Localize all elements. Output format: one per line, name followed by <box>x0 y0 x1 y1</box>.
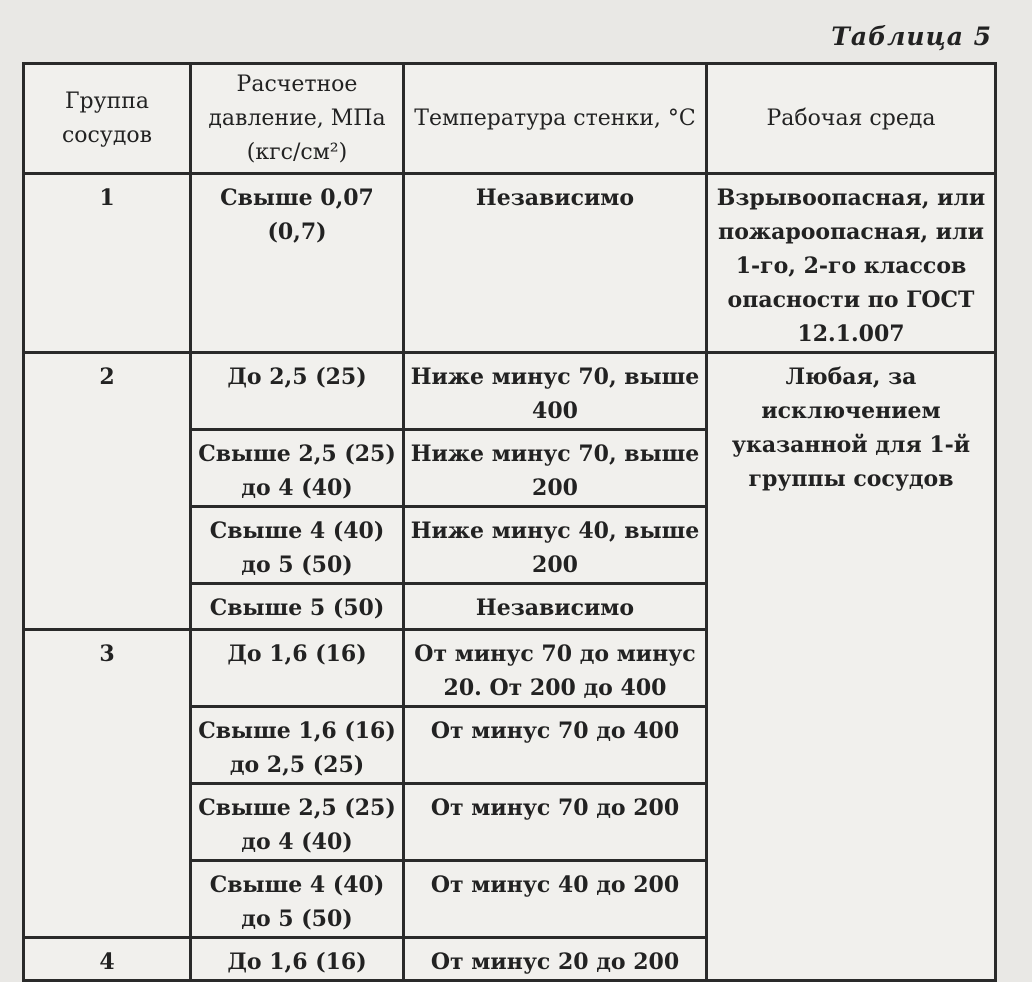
group-number: 3 <box>24 630 191 938</box>
temperature-cell: Ниже минус 40, выше 200 <box>404 507 707 584</box>
medium-cell: Взрывоопасная, или пожароопасная, или 1-го, 2-го классов опасности по ГОСТ 12.1.007 <box>707 174 996 353</box>
temperature-cell: Независимо <box>404 174 707 353</box>
pressure-cell: Свыше 2,5 (25) до 4 (40) <box>191 430 404 507</box>
table-row <box>24 353 996 430</box>
table-row <box>24 174 996 353</box>
temperature-cell: От минус 40 до 200 <box>404 861 707 938</box>
temperature-cell: Ниже минус 70, выше 400 <box>404 353 707 430</box>
header-temperature: Температура стенки, °С <box>404 64 707 174</box>
temperature-cell: От минус 20 до 200 <box>404 938 707 981</box>
group-number: 1 <box>24 174 191 353</box>
pressure-cell: Свыше 5 (50) <box>191 584 404 630</box>
header-pressure: Расчетное давление, МПа (кгс/см²) <box>191 64 404 174</box>
header-group: Группа сосудов <box>24 64 191 174</box>
temperature-cell: От минус 70 до минус 20. От 200 до 400 <box>404 630 707 707</box>
pressure-cell: Свыше 0,07 (0,7) <box>191 174 404 353</box>
vessel-groups-table <box>22 62 997 982</box>
header-medium: Рабочая среда <box>707 64 996 174</box>
group-number: 4 <box>24 938 191 981</box>
pressure-cell: Свыше 4 (40) до 5 (50) <box>191 507 404 584</box>
pressure-cell: До 1,6 (16) <box>191 630 404 707</box>
header-row <box>24 64 996 174</box>
pressure-cell: Свыше 4 (40) до 5 (50) <box>191 861 404 938</box>
temperature-cell: От минус 70 до 400 <box>404 707 707 784</box>
pressure-cell: Свыше 2,5 (25) до 4 (40) <box>191 784 404 861</box>
group-number: 2 <box>24 353 191 630</box>
shared-medium-cell: Любая, за исключением указанной для 1-й группы сосудов <box>707 353 996 981</box>
pressure-cell: До 2,5 (25) <box>191 353 404 430</box>
temperature-cell: Независимо <box>404 584 707 630</box>
pressure-cell: До 1,6 (16) <box>191 938 404 981</box>
table-caption: Таблица 5 <box>831 22 992 51</box>
pressure-cell: Свыше 1,6 (16) до 2,5 (25) <box>191 707 404 784</box>
temperature-cell: Ниже минус 70, выше 200 <box>404 430 707 507</box>
temperature-cell: От минус 70 до 200 <box>404 784 707 861</box>
